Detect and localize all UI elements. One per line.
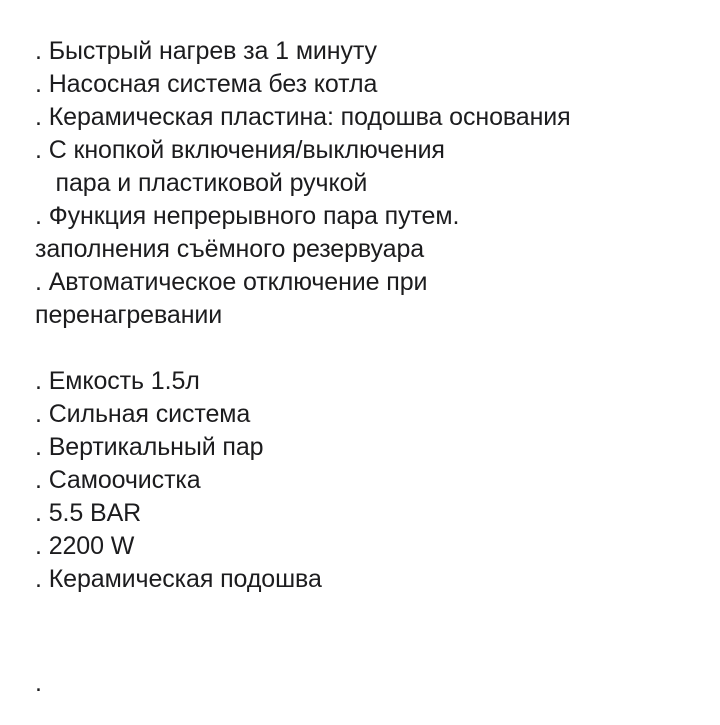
- spec-line: . Емкость 1.5л: [35, 367, 200, 395]
- feature-line: заполнения съёмного резервуара: [35, 235, 425, 263]
- blank-line: [35, 332, 705, 365]
- features-block: [35, 35, 705, 332]
- feature-line: . Автоматическое отключение при: [35, 268, 428, 296]
- trailing-dot: .: [35, 669, 42, 697]
- specs-block: [35, 365, 705, 596]
- feature-line: . Функция непрерывного пара путем.: [35, 202, 460, 230]
- feature-line: перенагревании: [35, 301, 223, 329]
- spec-line: . 5.5 BAR: [35, 499, 142, 527]
- spec-line: . Керамическая подошва: [35, 565, 322, 593]
- feature-line: . Керамическая пластина: подошва основания: [35, 103, 571, 131]
- spec-line: . Сильная система: [35, 400, 251, 428]
- feature-line: . С кнопкой включения/выключения: [35, 136, 445, 164]
- feature-line: . Быстрый нагрев за 1 минуту: [35, 37, 377, 65]
- spec-line: . Вертикальный пар: [35, 433, 264, 461]
- note-body: [35, 35, 705, 596]
- feature-line: . Насосная система без котла: [35, 70, 378, 98]
- spec-line: . Самоочистка: [35, 466, 201, 494]
- feature-line: пара и пластиковой ручкой: [35, 169, 368, 197]
- spec-line: . 2200 W: [35, 532, 135, 560]
